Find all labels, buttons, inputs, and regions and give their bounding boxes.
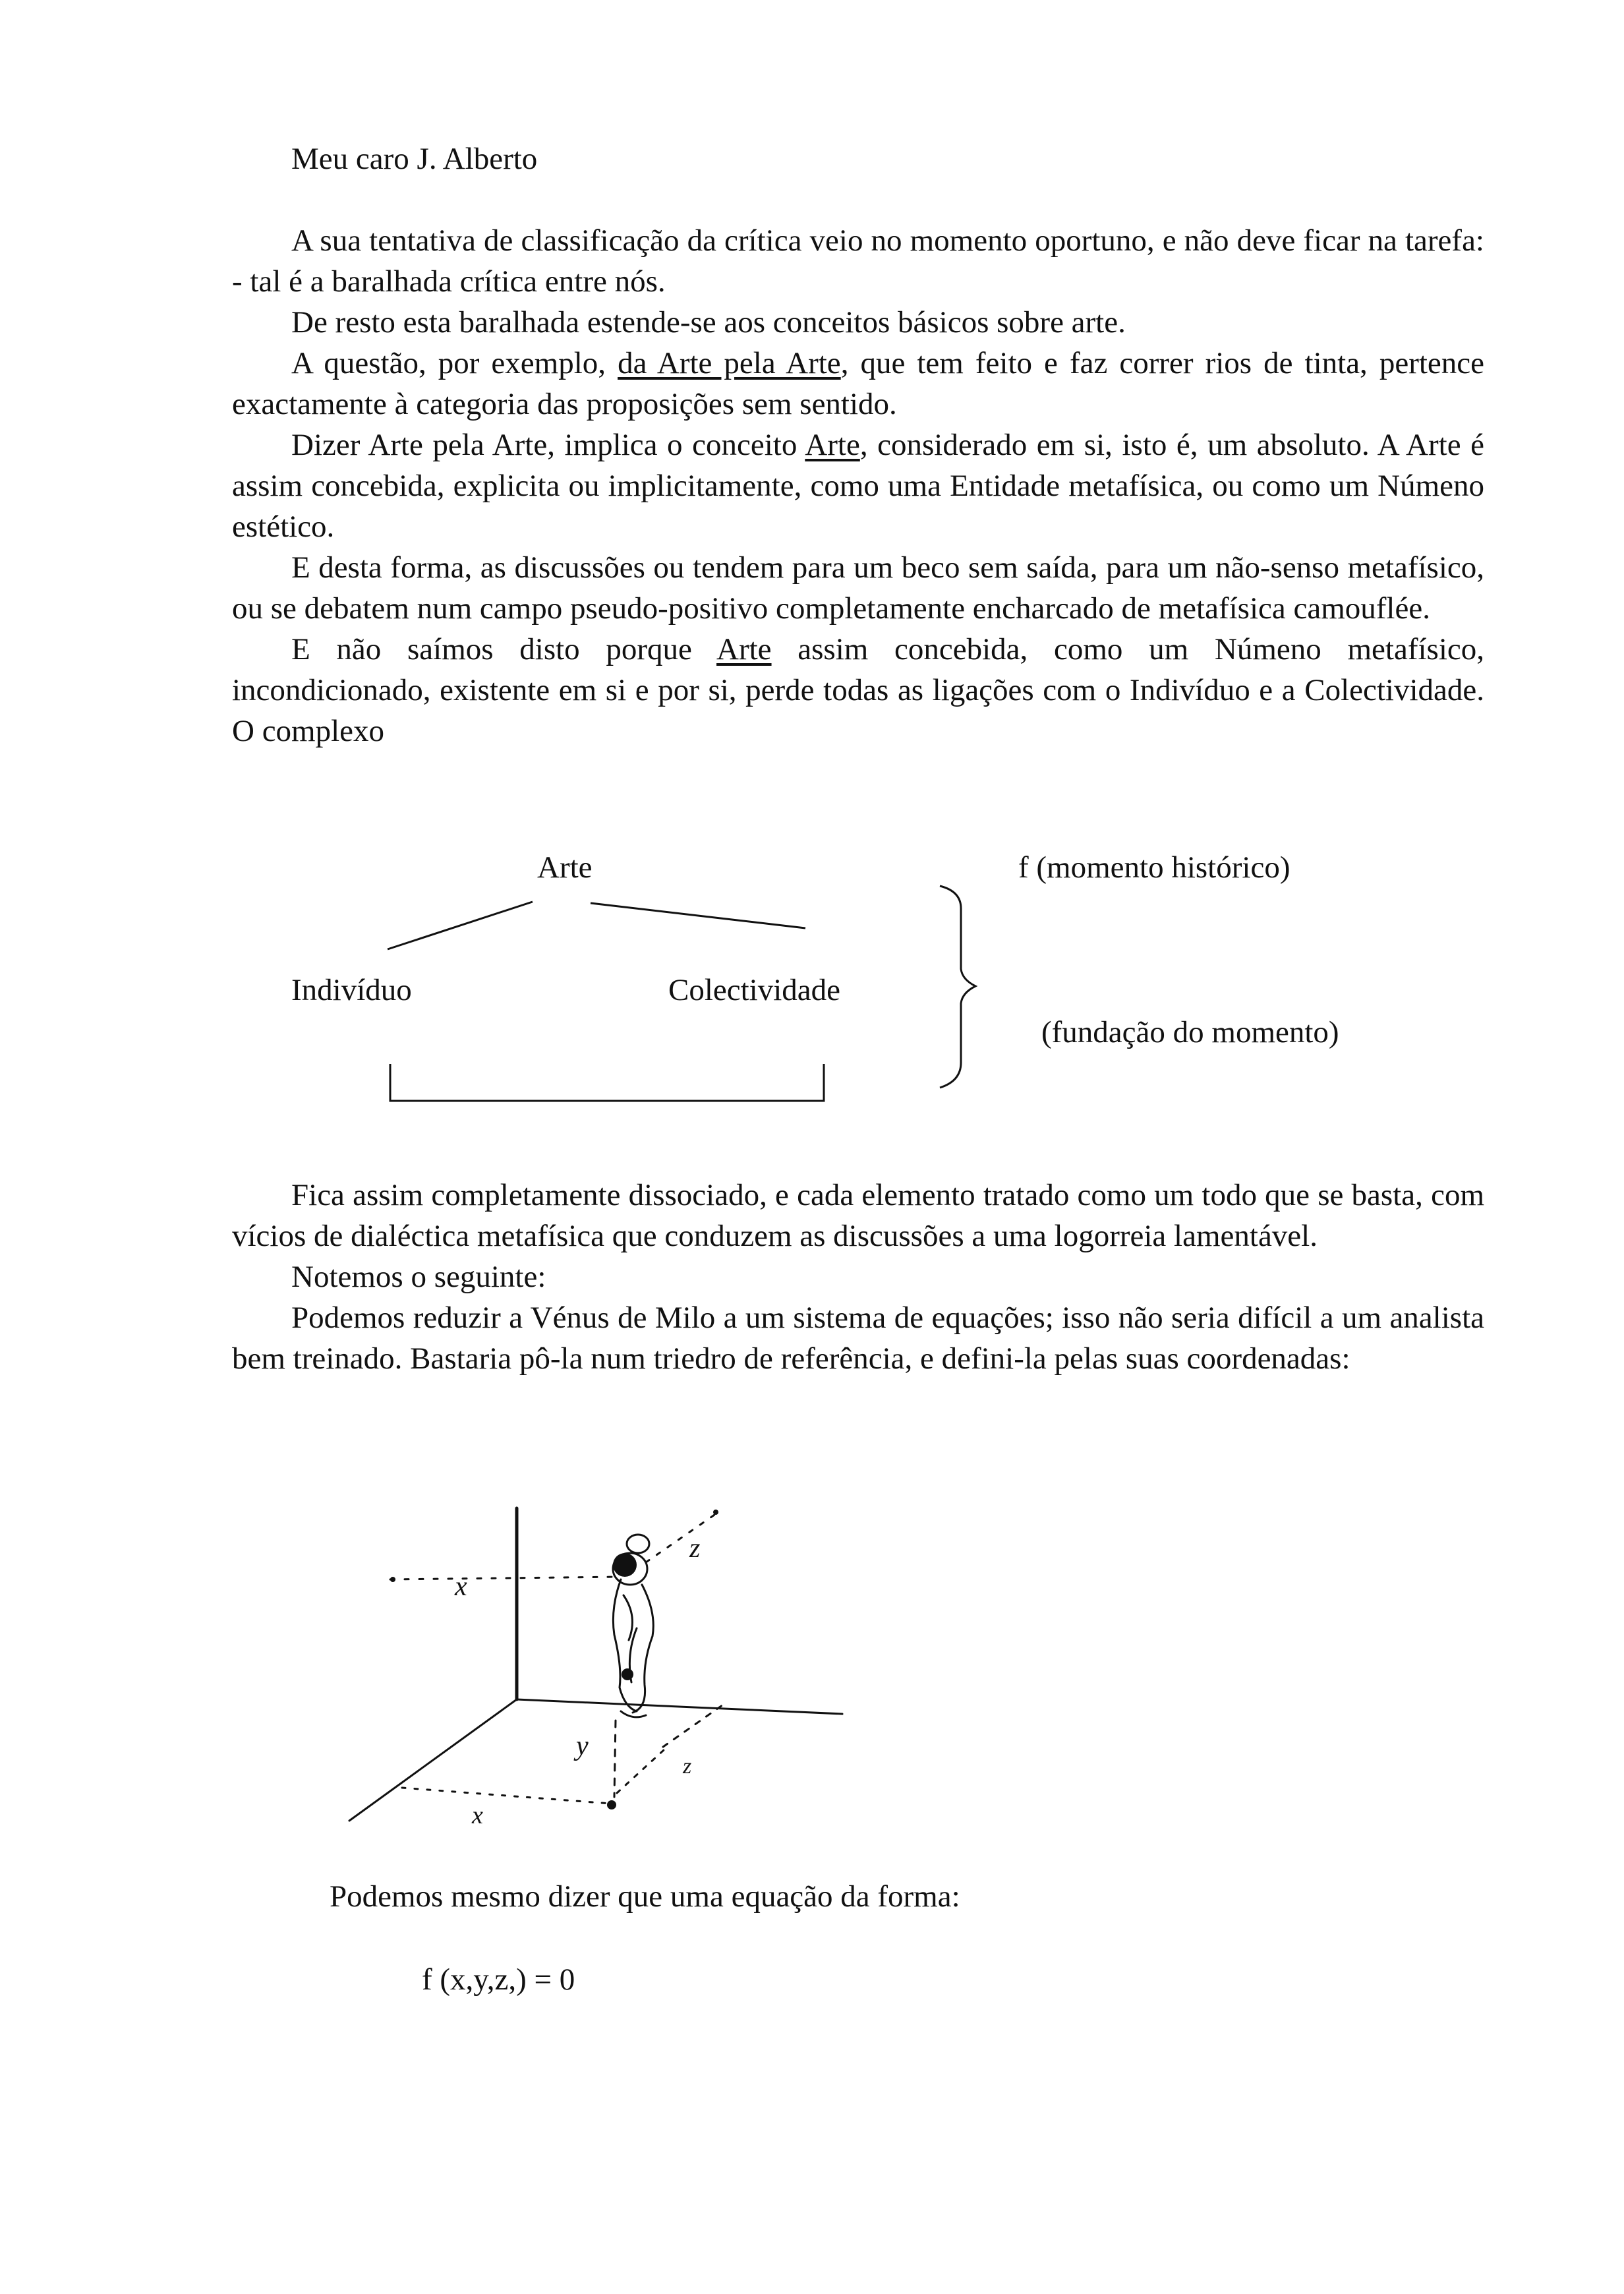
paragraph-text: E desta forma, as discussões ou tendem para um beco sem saída, para um não-senso metafísico, ou se debatem num campo pseudo-positivo completamente encharcado de metafísica camouflée. — [232, 550, 1484, 626]
sketch-label-z-upper: z — [689, 1533, 701, 1564]
statue-body-point — [622, 1668, 633, 1680]
x-projection-lower — [402, 1788, 610, 1804]
paragraph-text: De resto esta baralhada estende-se aos conceitos básicos sobre arte. — [291, 305, 1126, 339]
y-projection — [614, 1720, 616, 1797]
paragraph-text: , considerado em si, isto é, um absoluto. A Arte é assim concebida, explicita ou implicitamente, como uma Entidade metafísica, ou como um Númeno estético. — [232, 428, 1484, 544]
equation: f (x,y,z,) = 0 — [422, 1962, 575, 1997]
label-arte: Arte — [537, 850, 593, 885]
label-fundacao: (fundação do momento) — [1041, 1015, 1339, 1049]
paragraph: Notemos o seguinte: — [291, 1260, 546, 1294]
paragraph-text: A questão, por exemplo, — [291, 346, 618, 380]
sketch-label-x-upper: x — [455, 1572, 467, 1602]
underlined-word: Arte — [716, 632, 772, 666]
sketch-label-x-lower: x — [472, 1802, 483, 1829]
sketch-label-y: y — [576, 1731, 589, 1761]
horizontal-axis — [517, 1699, 842, 1714]
x-projection-upper — [390, 1577, 620, 1579]
paragraph-text: A sua tentativa de classificação da crítica veio no momento oportuno, e não deve ficar na tarefa: - tal é a baralhada crítica entre nós. — [232, 223, 1484, 299]
paragraph-text: , que tem feito e faz correr rios de tinta, pertence exactamente à categoria das proposições sem sentido. — [232, 346, 1484, 421]
x-upper-endpoint — [390, 1577, 395, 1582]
floor-dashed-edge — [663, 1703, 725, 1747]
depth-axis — [349, 1699, 517, 1821]
label-colectividade: Colectividade — [668, 973, 841, 1007]
statue-head-point — [613, 1553, 637, 1577]
paragraph: Fica assim completamente dissociado, e cada elemento tratado como um todo que se basta, com vícios de dialéctica metafísica que conduzem as discussões a uma logorreia lamentável. — [232, 1178, 1484, 1253]
paragraph-text: E não saímos disto porque — [291, 632, 717, 666]
underlined-phrase: da Arte pela Arte — [618, 346, 841, 380]
underlined-word: Arte — [805, 428, 860, 462]
label-individuo: Indivíduo — [291, 973, 412, 1007]
z-projection-upper — [646, 1515, 714, 1562]
z-projection-lower — [617, 1750, 664, 1793]
sketch-label-z-lower: z — [683, 1754, 692, 1779]
paragraph: Podemos reduzir a Vénus de Milo a um sistema de equações; isso não seria difícil a um analista bem treinado. Bastaria pô-la num triedro de referência, e defini-la pelas suas coordenadas: — [232, 1301, 1484, 1376]
floor-point — [607, 1800, 616, 1809]
paragraph-text: assim concebida, como um Númeno metafísico, incondicionado, existente em si e por si, perde todas as ligações com o Indivíduo e a Colectividade. O complexo — [232, 632, 1484, 748]
paragraph-text: Dizer Arte pela Arte, implica o conceito — [291, 428, 805, 462]
z-upper-endpoint — [713, 1510, 718, 1515]
letter-greeting: Meu caro J. Alberto — [291, 142, 538, 176]
label-f-momento: f (momento histórico) — [1018, 850, 1290, 885]
closing-line: Podemos mesmo dizer que uma equação da forma: — [330, 1879, 960, 1914]
